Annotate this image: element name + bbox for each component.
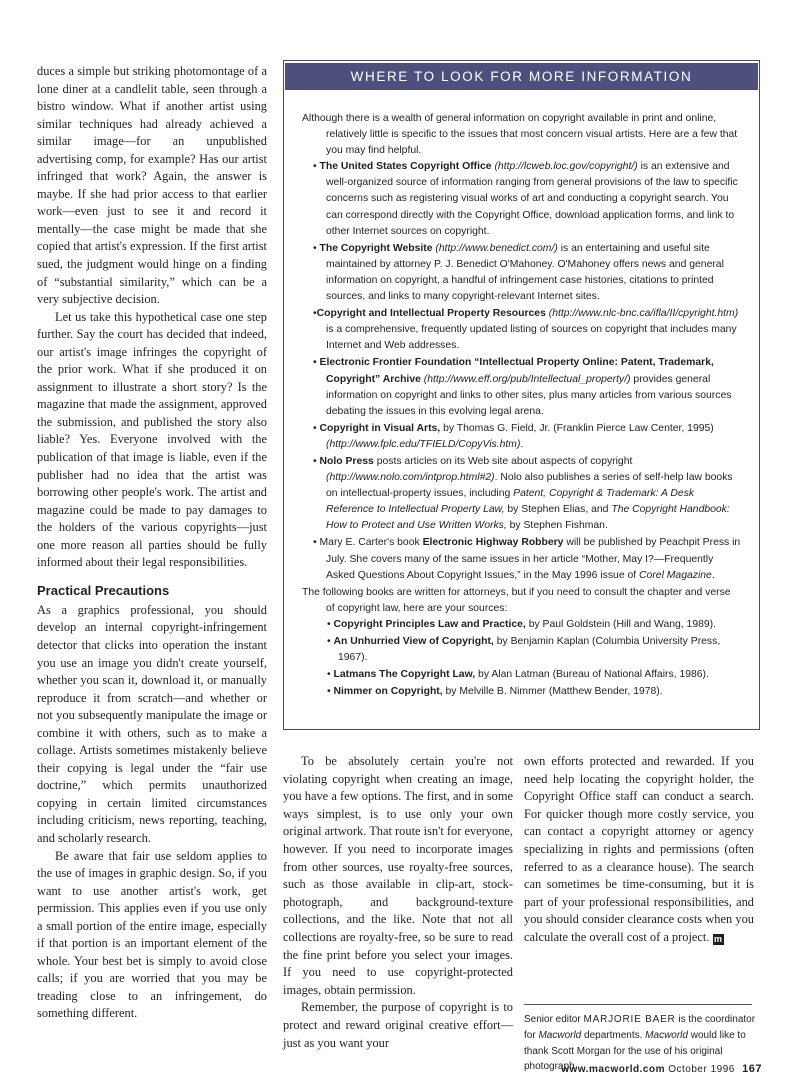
magazine-title: Corel Magazine (639, 569, 712, 581)
resource-desc: by Stephen Fishman. (506, 520, 608, 532)
divider (524, 1004, 752, 1005)
body-paragraph: Let us take this hypothetical case one step further. Say the court has decided that indeed, our artist's image infringes the copyright of the prior work. What if she produced it on assignment to illustrate a short story? Is the magazine that made the assignment, approved the submission, and published the story also liable? Yes. Everyone involved with the publication of that image is liable, even if the publisher had no idea that the artist was borrowing other people's work. The artist and magazine could be made to pay damages to the holders of the various copyrights—just one more reason all parties should be fully informed about their legal responsibilities. (37, 309, 267, 570)
sidebar-intro: Although there is a wealth of general information on copyright available in print and online, relatively little is specific to the issues that most concern visual artists. Here are a few that you may find helpful. (302, 113, 738, 157)
book-desc: by Paul Goldstein (Hill and Wang, 1989). (525, 618, 717, 630)
bio-text: departments. (581, 1029, 646, 1041)
book-item: • Copyright Principles Law and Practice, by Paul Goldstein (Hill and Wang, 1989). (327, 618, 717, 630)
sidebar-title: WHERE TO LOOK FOR MORE INFORMATION (285, 63, 758, 90)
resource-desc: . (711, 569, 715, 581)
magazine-name: Macworld (538, 1029, 582, 1041)
book-desc: by Alan Latman (Bureau of National Affairs, 1986). (475, 669, 709, 681)
resource-desc: Mary E. Carter's book (319, 537, 423, 549)
resource-name: Electronic Frontier Foundation “Intellectual Property Online: Patent, Trademark, Copyright” Archive (319, 357, 714, 385)
resource-desc: posts articles on its Web site about aspects of copyright (373, 455, 633, 467)
book-name: Copyright Principles Law and Practice, (333, 618, 526, 630)
footer-url[interactable]: www.macworld.com (561, 1064, 665, 1075)
body-paragraph: Remember, the purpose of copyright is to protect and reward original creative effort—just as you want your (283, 1000, 513, 1050)
right-column (524, 753, 754, 947)
book-item: • Latmans The Copyright Law, by Alan Latman (Bureau of National Affairs, 1986). (327, 669, 709, 681)
page-footer (530, 1063, 762, 1075)
resource-desc: is a comprehensive, frequently updated listing of sources on copyright that includes many Internet and Web addresses. (326, 324, 737, 352)
resource-item: •Copyright and Intellectual Property Resources (http://www.nlc-bnc.ca/ifla/II/cpyright.htm) is a comprehensive, frequently updated listing of sources on copyright that includes many Internet and Web addresses. (313, 308, 739, 352)
book-desc: by Benjamin Kaplan (Columbia University Press, 1967). (338, 636, 721, 664)
resource-desc: is an entertaining and useful site maintained by attorney P. J. Benedict O'Mahoney. O'Mahoney offers news and general information on copyright, a handful of infringement case histories, citations to printed sources, and links to many copyright-relevant Internet sites. (326, 242, 724, 303)
end-mark-icon: m (714, 933, 723, 944)
resource-name: Electronic Highway Robbery (422, 537, 564, 549)
author-name: MARJORIE BAER (583, 1014, 676, 1025)
resource-item: • Mary E. Carter's book Electronic Highway Robbery will be published by Peachpit Press in July. She covers many of the same issues in her article “Mother, May I?—Frequently Asked Questions About Copyright Issues,” in the May 1996 issue of Corel Magazine. (313, 537, 741, 581)
resource-url[interactable]: (http://www.benedict.com/) (435, 242, 558, 254)
resource-item: • The United States Copyright Office (http://lcweb.loc.gov/copyright/) is an extensive and well-organized source of information ranging from general provisions of the law to specific concerns such as registering visual works of art and conducting a copyright search. You can correspond directly with the Copyright Office, download application forms, and link to other Internet sources on copyright. (313, 161, 738, 237)
resource-url[interactable]: (http://www.eff.org/pub/Intellectual_property/) (423, 373, 631, 385)
resource-item: • The Copyright Website (http://www.benedict.com/) is an entertaining and useful site maintained by attorney P. J. Benedict O'Mahoney. O'Mahoney offers news and general information on copyright, a handful of infringement case histories, citations to printed sources, and links to many copyright-relevant Internet sites. (313, 242, 724, 303)
book-name: Nimmer on Copyright, (333, 686, 443, 698)
body-paragraph: To be absolutely certain you're not violating copyright when creating an image, you have a few options. The first, and in some ways simplest, is to use only your own original artwork. That route isn't for everyone, however. If you need to incorporate images from other sources, use royalty-free sources, such as those available in clip-art, stock-photograph, and background-texture collections, and the like. Note that not all collections are royalty-free, so be sure to read the fine print before you select your images. If you need to use copyright-protected images, obtain permission. (283, 754, 513, 997)
book-item: • An Unhurried View of Copyright, by Benjamin Kaplan (Columbia University Press, 1967). (327, 636, 721, 664)
middle-column (283, 753, 513, 1052)
body-paragraph: Be aware that fair use seldom applies to the use of images in graphic design. So, if you want to use another artist's work, get permission. This applies even if you use only a small portion of the entire image, especially if that portion is an important element of the whole. Your best bet is simply to avoid close calls; if you are worried that you may be treading close to an infringement, do something different. (37, 848, 267, 1021)
body-paragraph: duces a simple but striking photomontage of a lone diner at a candlelit table, seen through a bistro window. What if another artist using similar techniques had already achieved a similar image—for an unpublished advertising comp, for example? Has our artist infringed that work? Again, the answer is maybe. If she had prior access to that earlier work—even just to see it and record it mentally—the case might be made that she copied that artist's expression. If the first artist sued, the judgment would hinge on a finding of “substantial similarity,” which can be a very subjective decision. (37, 64, 267, 307)
resource-item: • Nolo Press posts articles on its Web site about aspects of copyright (http://www.nolo.com/intprop.html#2). Nolo also publishes a series of self-help law books on intellectual-property issues, including Patent, Copyright & Trademark: A Desk Reference to Intellectual Property Law, by Stephen Elias, and The Copyright Handbook: How to Protect and Use Written Works, by Stephen Fishman. (313, 455, 733, 532)
resource-desc: . (520, 438, 524, 450)
sidebar-body (302, 111, 742, 701)
paragraph-text: own efforts protected and rewarded. If you need help locating the copyright holder, the Copyright Office staff can conduct a search. For quicker though more costly service, you can contact a copyright attorney or agency specializing in rights and permissions (often referred to as a clearance house). The search can sometimes be time-consuming, but it is part of your professional responsibilities, and you should consider clearance costs when you calculate the overall cost of a project. (524, 754, 754, 944)
bio-text: would like to thank Scott Morgan for the use of his original photograph. (524, 1029, 746, 1073)
left-column (37, 63, 267, 1023)
resource-item: • Electronic Frontier Foundation “Intellectual Property Online: Patent, Trademark, Copyright” Archive (http://www.eff.org/pub/Intellectual_property/) provides general information on copyright and links to other sites, plus many articles from various sources debating the issues in this evolving legal arena. (313, 357, 732, 417)
resource-url[interactable]: (http://www.nlc-bnc.ca/ifla/II/cpyright.htm) (548, 308, 739, 320)
bio-text: is the coordinator for (524, 1014, 756, 1041)
book-item: • Nimmer on Copyright, by Melville B. Nimmer (Matthew Bender, 1978). (327, 686, 663, 698)
resource-desc: is an extensive and well-organized source of information ranging from general provisions of the law to specific concerns such as registering visual works of art and conducting a copyright search. You can correspond directly with the Copyright Office, download application forms, and link to other Internet sources on copyright. (326, 161, 738, 237)
magazine-name: Macworld (645, 1029, 688, 1041)
page-number: 167 (742, 1063, 762, 1075)
resource-desc: will be published by Peachpit Press in July. She covers many of the same issues in her article “Mother, May I?—Frequently Asked Questions About Copyright Issues,” in the May 1996 issue of (326, 537, 741, 581)
resource-url[interactable]: (http://www.fplc.edu/TFIELD/CopyVis.htm) (326, 438, 521, 450)
resource-name: The United States Copyright Office (319, 161, 492, 173)
info-sidebar (283, 60, 760, 730)
book-desc: by Melville B. Nimmer (Matthew Bender, 1978). (442, 686, 663, 698)
resource-name: Copyright and Intellectual Property Resources (316, 308, 546, 320)
books-intro: The following books are written for attorneys, but if you need to consult the chapter and verse of copyright law, here are your sources: (302, 586, 731, 614)
book-name: An Unhurried View of Copyright, (333, 636, 494, 647)
resource-name: Nolo Press (319, 455, 374, 467)
bio-text: Senior editor (524, 1014, 584, 1025)
section-heading: Practical Precautions (37, 582, 170, 598)
resource-item: • Copyright in Visual Arts, by Thomas G. Field, Jr. (Franklin Pierce Law Center, 1995) (http://www.fplc.edu/TFIELD/CopyVis.htm). (313, 422, 714, 450)
resource-desc: . Nolo also publishes a series of self-help law books on intellectual-property issues, including (326, 472, 733, 500)
book-name: Latmans The Copyright Law, (333, 669, 476, 681)
resource-name: Copyright in Visual Arts, (319, 422, 441, 434)
book-title: Patent, Copyright & Trademark: A Desk Reference to Intellectual Property Law, (326, 488, 695, 516)
footer-date: October 1996 (668, 1064, 735, 1075)
resource-url[interactable]: (http://www.nolo.com/intprop.html#2) (326, 472, 495, 484)
resource-desc: by Stephen Elias, and (504, 504, 612, 516)
resource-desc: provides general information on copyright and links to other sites, plus many articles from various sources debating the issues in this evolving legal arena. (326, 373, 732, 417)
resource-url[interactable]: (http://lcweb.loc.gov/copyright/) (494, 161, 638, 173)
resource-desc: by Thomas G. Field, Jr. (Franklin Pierce Law Center, 1995) (440, 422, 714, 434)
book-title: The Copyright Handbook: How to Protect and Use Written Works, (326, 504, 730, 532)
resource-name: The Copyright Website (319, 242, 433, 254)
body-paragraph: As a graphics professional, you should develop an internal copyright-infringement detector that clicks into operation the instant you use an image you didn't create yourself, whether you scan it, download it, or manually reproduce it from scratch—and whether or not you subsequently manipulate the image or combine it with others, such as to make a collage. Artists sometimes mistakenly believe their copying is legal under the “fair use doctrine,” which permits unauthorized copying in certain limited circumstances including criticism, news reporting, teaching, and scholarly research. (37, 602, 267, 845)
body-paragraph (524, 753, 754, 947)
